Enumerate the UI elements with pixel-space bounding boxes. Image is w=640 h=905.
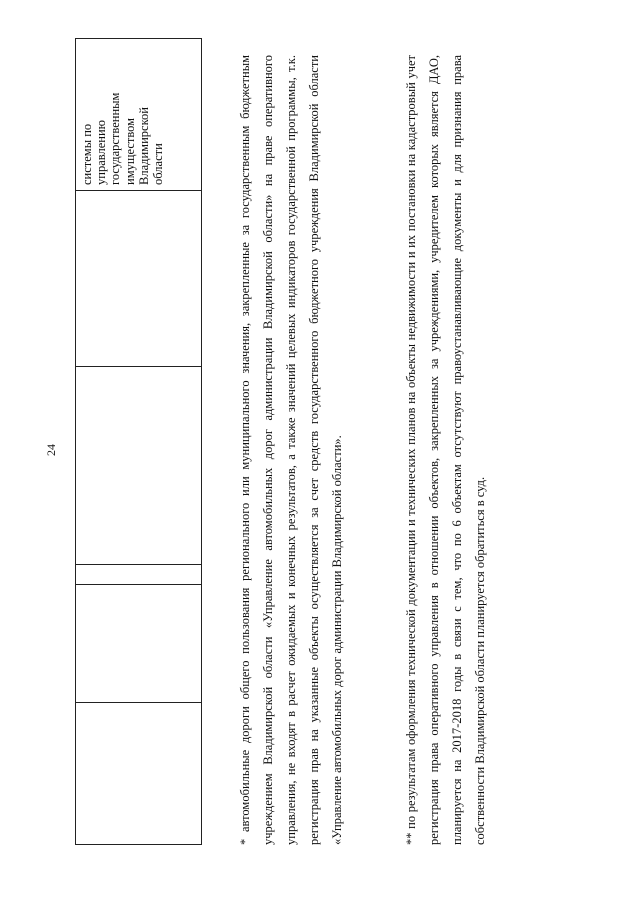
table-cell-line: системы по (80, 123, 94, 185)
table-cell-line: Владимирской (136, 107, 151, 185)
table-cell-line: области (151, 143, 166, 185)
table-cell-content (76, 39, 202, 191)
table-cell-line: управлению (94, 120, 109, 185)
table-fragment (75, 38, 202, 845)
table-row (76, 39, 202, 845)
page-number: 24 (44, 444, 58, 456)
table-cell (76, 565, 202, 585)
table-cell (76, 703, 202, 845)
footnote-double-asterisk: ** по результатам оформления технической документации и технических планов на объекты недвижимости и их постановки на кадастровый учет регистрация права оперативного управления в отношении объектов, закрепленных за учреждениями, учредителем которых является ДАО, планируется на 2017-2018 годы в связи с тем, что по 6 объектам отсутствуют правоустанавливающие документы и для признания права собственности Владимирской области планируется обратиться в суд. (404, 55, 487, 845)
table-cell-line: имуществом (122, 117, 137, 185)
rotated-content (35, 30, 605, 875)
table-cell-line: государственным (108, 92, 123, 185)
table-cell (76, 585, 202, 703)
table-cell (76, 367, 202, 565)
table-cell (76, 191, 202, 367)
footnote-single-asterisk: * автомобильные дороги общего пользования регионального или муниципального значения, закрепленные за государственным бюджетным учреждением Владимирской области «Управление автомобильных дорог администрации Владимирской области» на праве оперативного управления, не входят в расчет ожидаемых и конечных результатов, а также значений целевых индикаторов государственной программы, т.к. регистрация прав на указанные объекты осуществляется за счет средств государственного бюджетного учреждения Владимирской области «Управление автомобильных дорог администрации Владимирской области». (238, 55, 344, 845)
